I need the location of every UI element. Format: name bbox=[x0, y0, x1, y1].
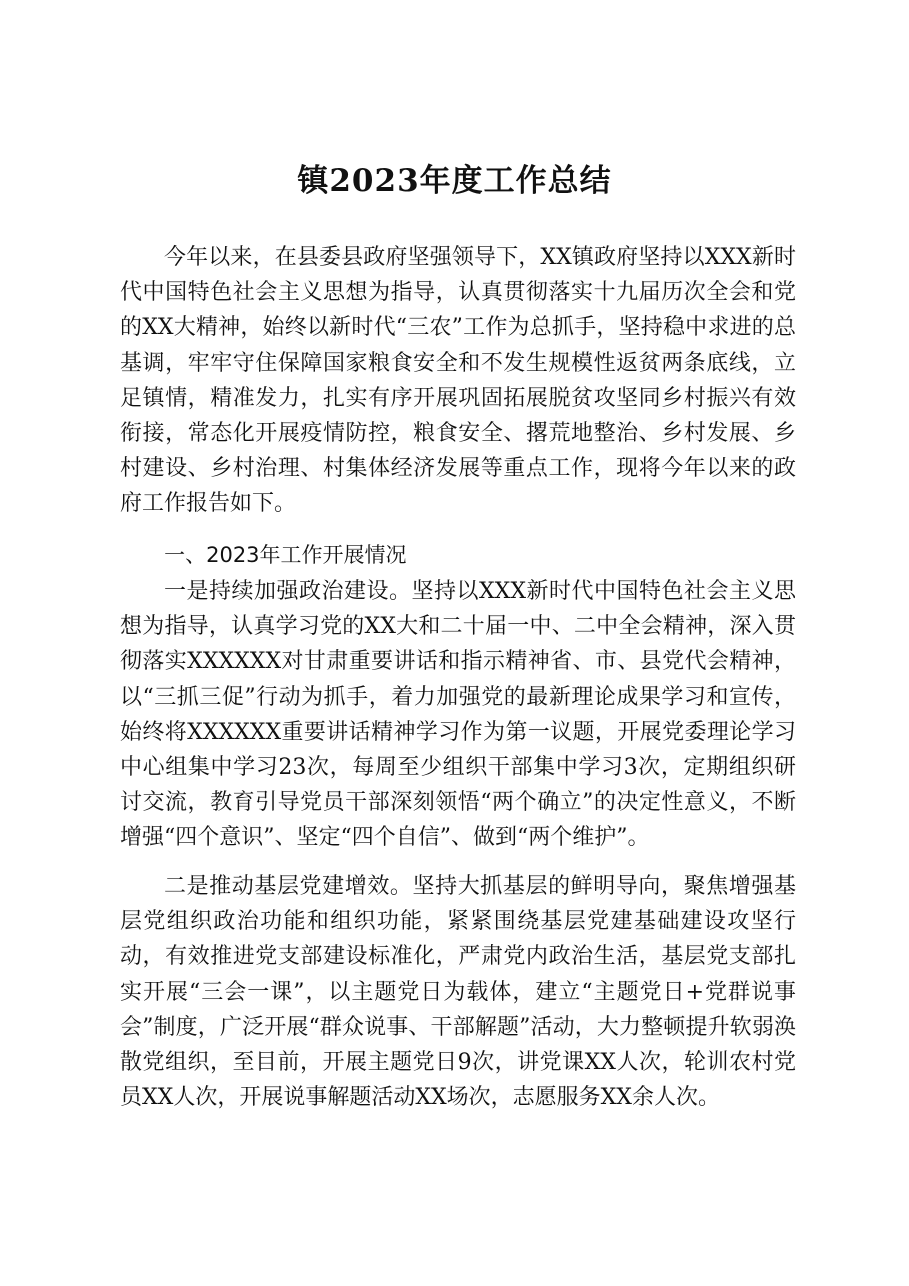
paragraph-party-building: 二是推动基层党建增效。坚持大抓基层的鲜明导向，聚焦增强基层党组织政治功能和组织功能，紧紧围绕基层党建基础建设攻坚行动，有效推进党支部建设标准化，严肃党内政治生活，基层党支部扎实开展“三会一课”，以主题党日为载体，建立“主题党日+党群说事会”制度，广泛开展“群众说事、干部解题”活动，大力整顿提升软弱涣散党组织，至目前，开展主题党日9次，讲党课XX人次，轮训农村党员XX人次，开展说事解题活动XX场次，志愿服务XX余人次。 bbox=[120, 874, 796, 1111]
paragraph-political-construction: 一是持续加强政治建设。坚持以XXX新时代中国特色社会主义思想为指导，认真学习党的XX大和二十届一中、二中全会精神，深入贯彻落实XXXXXX对甘肃重要讲话和指示精神省、市、县党代会精神，以“三抓三促”行动为抓手，着力加强党的最新理论成果学习和宣传，始终将XXXXXX重要讲话精神学习作为第一议题，开展党委理论学习中心组集中学习23次，每周至少组织干部集中学习3次，定期组织研讨交流，教育引导党员干部深刻领悟“两个确立”的决定性意义，不断增强“四个意识”、坚定“四个自信”、做到“两个维护”。 bbox=[120, 579, 796, 851]
page-title: 镇2023年度工作总结 bbox=[297, 163, 612, 199]
intro-paragraph: 今年以来，在县委县政府坚强领导下，XX镇政府坚持以XXX新时代中国特色社会主义思想为指导，认真贯彻落实十九届历次全会和党的XX大精神，始终以新时代“三农”工作为总抓手，坚持稳中求进的总基调，牢牢守住保障国家粮食安全和不发生规模性返贫两条底线，立足镇情，精准发力，扎实有序开展巩固拓展脱贫攻坚同乡村振兴有效衔接，常态化开展疫情防控，粮食安全、撂荒地整治、乡村发展、乡村建设、乡村治理、村集体经济发展等重点工作，现将今年以来的政府工作报告如下。 bbox=[120, 245, 796, 517]
section-heading: 一、2023年工作开展情况 bbox=[164, 543, 407, 567]
